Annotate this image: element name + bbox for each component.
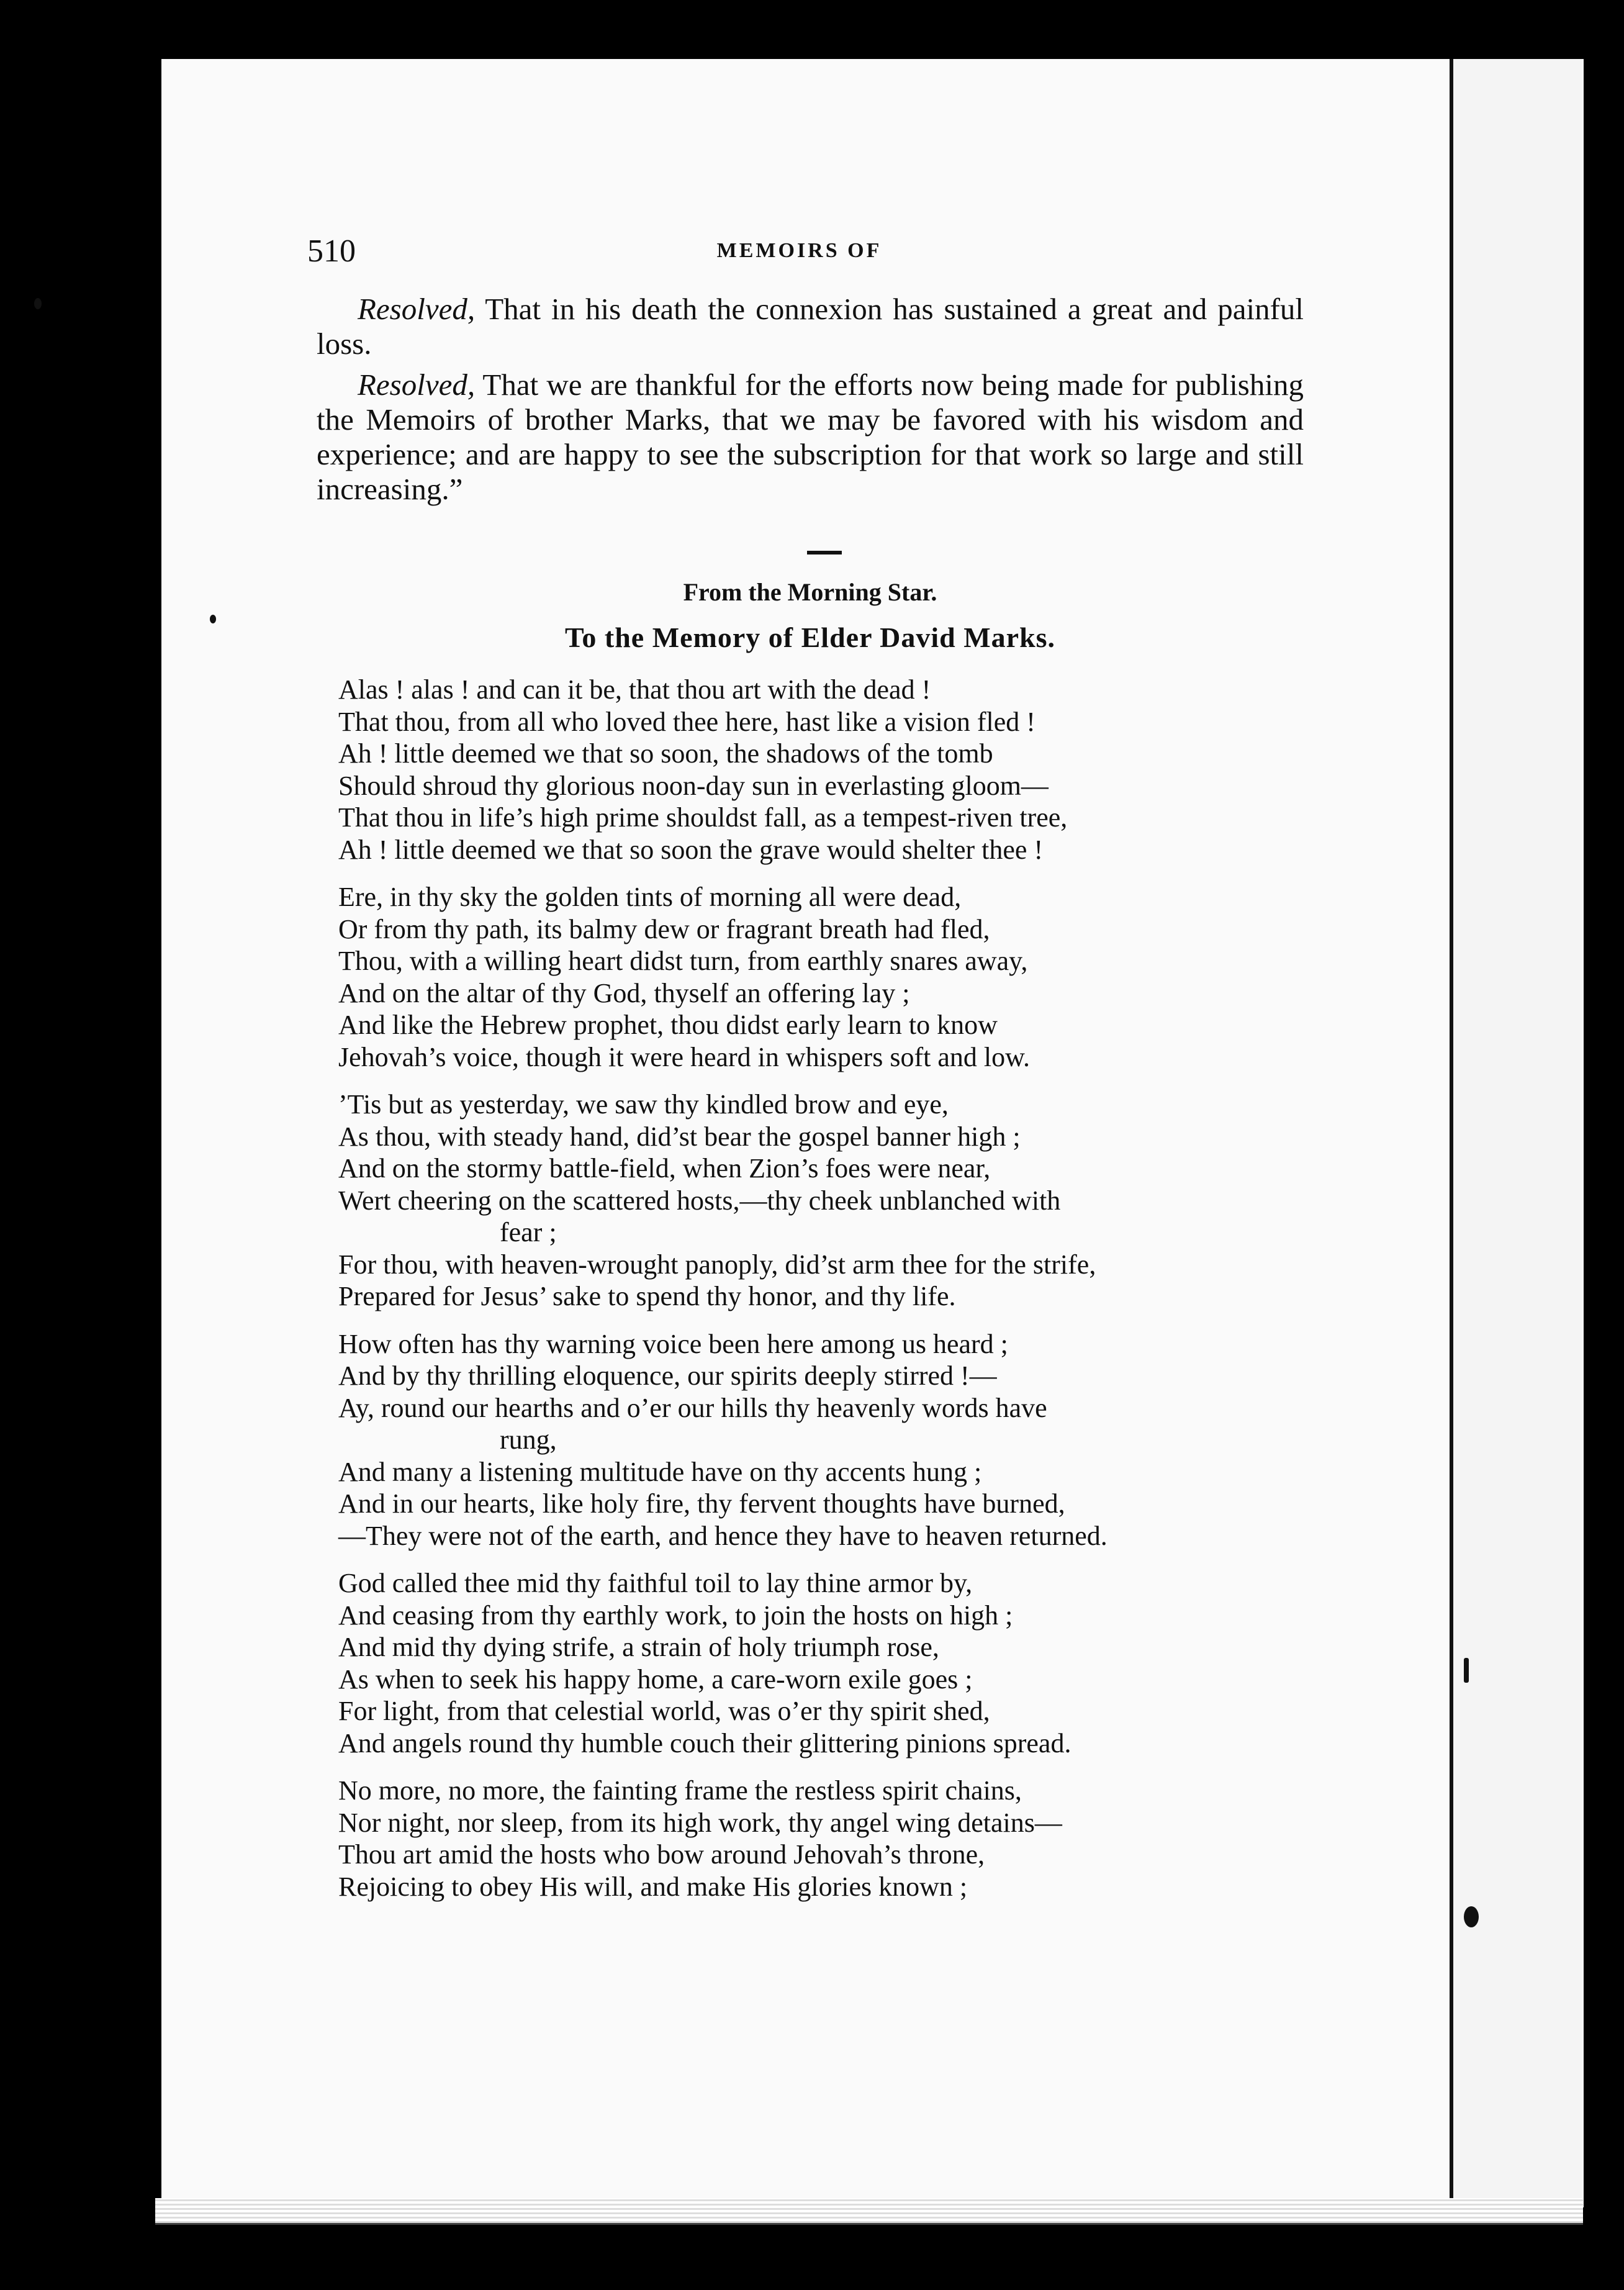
scan-speck bbox=[1464, 1658, 1469, 1683]
adjacent-page-edge bbox=[1450, 59, 1584, 2207]
stanza bbox=[338, 1567, 1313, 1759]
poem-line: ’Tis but as yesterday, we saw thy kindled brow and eye, bbox=[338, 1089, 949, 1120]
poem-line: Ay, round our hearths and o’er our hills thy heavenly words have bbox=[338, 1392, 1047, 1423]
scan-speck bbox=[34, 298, 42, 309]
stanza bbox=[338, 1088, 1313, 1313]
poem-line: Thou, with a willing heart didst turn, from earthly snares away, bbox=[338, 946, 1028, 976]
scan-speck bbox=[1464, 1906, 1479, 1927]
stanza bbox=[338, 1775, 1313, 1903]
stanza bbox=[338, 881, 1313, 1073]
poem-title: To the Memory of Elder David Marks. bbox=[564, 622, 1056, 653]
poem-line: Wert cheering on the scattered hosts,—thy cheek unblanched with bbox=[338, 1185, 1061, 1216]
poem-line: That thou, from all who loved thee here, hast like a vision fled ! bbox=[338, 706, 1035, 737]
page-header bbox=[307, 233, 1291, 270]
poem-line: Should shroud thy glorious noon-day sun in everlasting gloom— bbox=[338, 770, 1049, 801]
poem-body bbox=[338, 674, 1313, 1918]
poem-line: As thou, with steady hand, did’st bear the gospel banner high ; bbox=[338, 1121, 1021, 1152]
poem-line: Thou art amid the hosts who bow around Jehovah’s throne, bbox=[338, 1839, 985, 1870]
poem-line: No more, no more, the fainting frame the restless spirit chains, bbox=[338, 1775, 1022, 1806]
resolution-label: Resolved, bbox=[358, 292, 476, 326]
poem-line: And many a listening multitude have on thy accents hung ; bbox=[338, 1456, 982, 1487]
poem-line: Prepared for Jesus’ sake to spend thy honor, and thy life. bbox=[338, 1281, 956, 1311]
resolution-label: Resolved, bbox=[358, 368, 476, 402]
resolution-text: That in his death the connexion has sustained a great and painful loss. bbox=[317, 292, 1304, 361]
poem-line: For thou, with heaven-wrought panoply, did’st arm thee for the strife, bbox=[338, 1249, 1096, 1280]
poem-line: As when to seek his happy home, a care-worn exile goes ; bbox=[338, 1663, 973, 1695]
stanza bbox=[338, 674, 1313, 866]
poem-line: How often has thy warning voice been here among us heard ; bbox=[338, 1328, 1008, 1359]
scan-speck bbox=[210, 615, 216, 623]
poem-line: And on the altar of thy God, thyself an offering lay ; bbox=[338, 977, 910, 1008]
poem-source: From the Morning Star. bbox=[683, 578, 937, 606]
poem-line: And in our hearts, like holy fire, thy fervent thoughts have burned, bbox=[338, 1488, 1065, 1519]
resolution-paragraph bbox=[317, 368, 1304, 507]
poem-line: And angels round thy humble couch their glittering pinions spread. bbox=[338, 1727, 1071, 1758]
resolutions-text bbox=[317, 292, 1304, 513]
poem-line: And by thy thrilling eloquence, our spirits deeply stirred !— bbox=[338, 1360, 997, 1391]
poem-line: That thou in life’s high prime shouldst fall, as a tempest-riven tree, bbox=[338, 802, 1068, 833]
poem-line: And mid thy dying strife, a strain of holy triumph rose, bbox=[338, 1632, 939, 1662]
poem-line: And ceasing from thy earthly work, to join the hosts on high ; bbox=[338, 1600, 1013, 1631]
poem-line: Nor night, nor sleep, from its high work, thy angel wing detains— bbox=[338, 1807, 1062, 1838]
page-stack-edge bbox=[155, 2198, 1583, 2225]
poem-line: Jehovah’s voice, though it were heard in whispers soft and low. bbox=[338, 1041, 1031, 1072]
poem-line: Or from thy path, its balmy dew or fragrant breath had fled, bbox=[338, 913, 990, 944]
poem-line: And like the Hebrew prophet, thou didst early learn to know bbox=[338, 1010, 998, 1040]
poem-line-continuation: fear ; bbox=[500, 1217, 557, 1247]
poem-line: God called thee mid thy faithful toil to lay thine armor by, bbox=[338, 1568, 973, 1598]
poem-line: For light, from that celestial world, was o’er thy spirit shed, bbox=[338, 1696, 990, 1726]
poem-line: Ah ! little deemed we that so soon the grave would shelter thee ! bbox=[338, 834, 1044, 865]
section-rule bbox=[807, 551, 842, 554]
resolution-text: That we are thankful for the efforts now being made for publishing the Memoirs of brother Marks, that we may be favored with his wisdom and experience; and are happy to see the subscription for that work so large and still increasing.” bbox=[317, 368, 1304, 506]
running-head: MEMOIRS OF bbox=[716, 239, 882, 262]
page-number: 510 bbox=[307, 233, 356, 269]
poem-line: And on the stormy battle-field, when Zion’s foes were near, bbox=[338, 1153, 991, 1183]
poem-line: —They were not of the earth, and hence they have to heaven returned. bbox=[338, 1520, 1107, 1551]
poem-line-continuation: rung, bbox=[500, 1424, 557, 1455]
resolution-paragraph bbox=[317, 292, 1304, 361]
poem-line: Rejoicing to obey His will, and make His glories known ; bbox=[338, 1871, 968, 1902]
poem-line: Ere, in thy sky the golden tints of morning all were dead, bbox=[338, 882, 962, 912]
stanza bbox=[338, 1328, 1313, 1552]
poem-line: Ah ! little deemed we that so soon, the shadows of the tomb bbox=[338, 738, 993, 769]
poem-line: Alas ! alas ! and can it be, that thou art with the dead ! bbox=[338, 674, 931, 705]
